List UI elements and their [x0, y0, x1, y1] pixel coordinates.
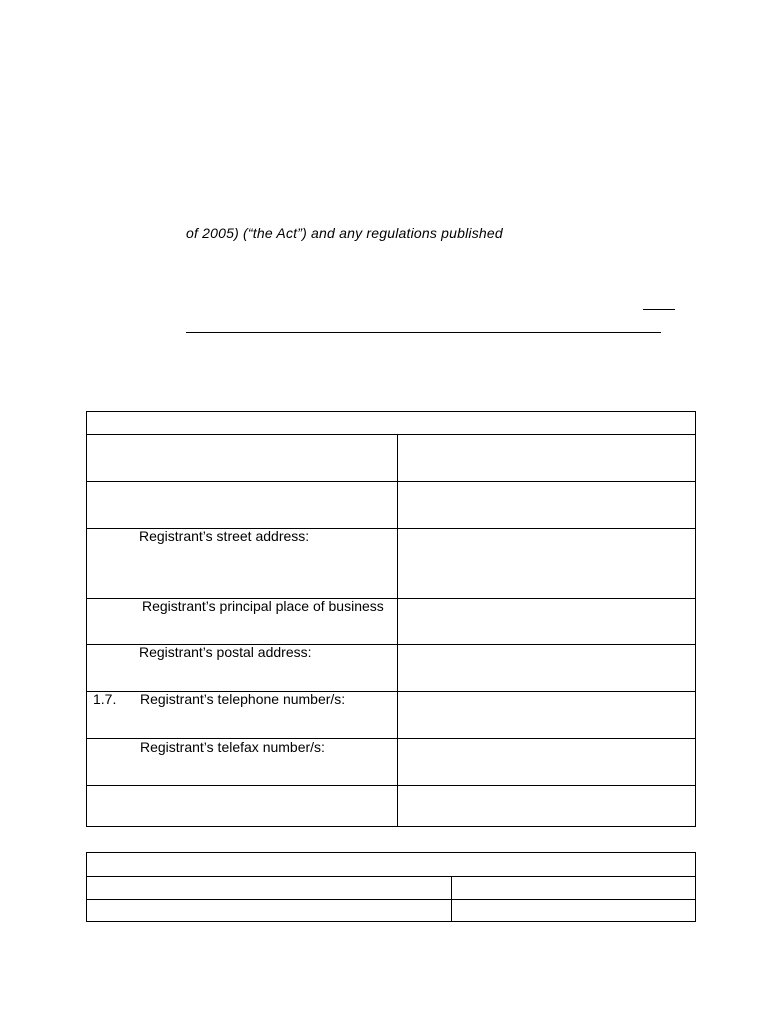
principal-place-of-business-value[interactable] — [398, 599, 695, 644]
signature-short-line — [643, 309, 675, 310]
registrant-details-table — [86, 411, 696, 827]
telephone-item-number: 1.7. — [93, 691, 117, 707]
intro-text: of 2005) (“the Act”) and any regulations published — [186, 225, 503, 241]
postal-address-label: Registrant’s postal address: — [139, 644, 312, 660]
telephone-number-label: Registrant’s telephone number/s: — [140, 691, 346, 707]
postal-address-value[interactable] — [398, 645, 695, 691]
secondary-table — [86, 852, 696, 922]
principal-place-of-business-label: Registrant’s principal place of business — [142, 598, 384, 614]
telephone-number-value[interactable] — [398, 692, 695, 738]
table-column-divider — [451, 876, 452, 921]
telefax-number-label: Registrant’s telefax number/s: — [140, 739, 325, 755]
street-address-label: Registrant’s street address: — [139, 528, 310, 544]
street-address-value[interactable] — [398, 529, 695, 598]
telefax-number-value[interactable] — [398, 739, 695, 785]
signature-long-line — [186, 332, 661, 333]
value-cell-2[interactable] — [398, 482, 695, 528]
table-row-divider — [87, 876, 695, 877]
table-row-divider — [87, 899, 695, 900]
value-cell-8[interactable] — [398, 786, 695, 826]
value-cell-1[interactable] — [398, 435, 695, 481]
